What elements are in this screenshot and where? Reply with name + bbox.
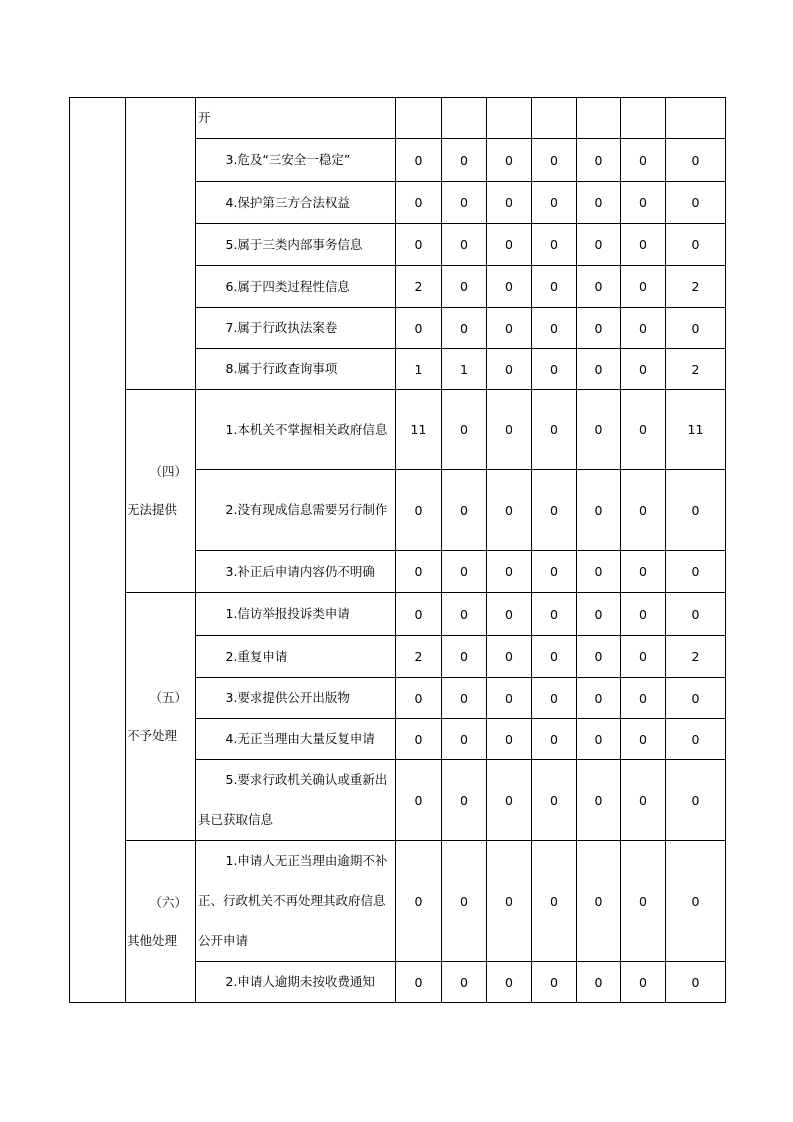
item-label: 1.申请人无正当理由逾期不补正、行政机关不再处理其政府信息公开申请: [196, 841, 396, 962]
item-label: 1.本机关不掌握相关政府信息: [196, 390, 396, 470]
value-cell: 0: [577, 349, 621, 390]
value-cell: 0: [621, 962, 666, 1003]
value-cell: 0: [666, 182, 726, 224]
table-row: [70, 593, 726, 636]
value-cell: 0: [577, 266, 621, 308]
value-cell: 1: [442, 349, 487, 390]
value-cell: 0: [442, 962, 487, 1003]
value-cell: 0: [666, 308, 726, 349]
value-cell: 0: [577, 962, 621, 1003]
value-cell: 0: [396, 308, 442, 349]
value-cell: 0: [577, 308, 621, 349]
value-cell: 0: [577, 390, 621, 470]
item-label: 开: [196, 98, 396, 139]
value-cell: 0: [487, 308, 532, 349]
value-cell: 0: [442, 470, 487, 551]
value-cell: 0: [442, 308, 487, 349]
value-cell: 0: [666, 678, 726, 719]
value-cell: 2: [396, 266, 442, 308]
value-cell: 0: [621, 470, 666, 551]
group-label: 不予处理: [127, 727, 178, 743]
item-label: 2.重复申请: [196, 636, 396, 678]
value-cell: 0: [487, 841, 532, 962]
item-label: 5.要求行政机关确认或重新出具已获取信息: [196, 760, 396, 841]
value-cell: 0: [487, 349, 532, 390]
item-label: 2.没有现成信息需要另行制作: [196, 470, 396, 551]
value-cell: 0: [621, 349, 666, 390]
statistics-table: [69, 97, 726, 1003]
value-cell: 0: [532, 349, 577, 390]
value-cell: 0: [396, 678, 442, 719]
value-cell: 0: [666, 841, 726, 962]
value-cell: 0: [487, 390, 532, 470]
value-cell: 0: [487, 224, 532, 266]
value-cell: 0: [442, 593, 487, 636]
table-row: [70, 841, 726, 962]
value-cell: [396, 98, 442, 139]
value-cell: 0: [487, 719, 532, 760]
value-cell: 2: [666, 349, 726, 390]
value-cell: 0: [666, 719, 726, 760]
value-cell: 0: [621, 593, 666, 636]
value-cell: 0: [487, 182, 532, 224]
value-cell: 0: [621, 139, 666, 182]
value-cell: 0: [532, 760, 577, 841]
value-cell: 2: [666, 266, 726, 308]
item-label: 3.补正后申请内容仍不明确: [196, 551, 396, 593]
value-cell: 0: [532, 551, 577, 593]
value-cell: 0: [577, 841, 621, 962]
value-cell: 2: [396, 636, 442, 678]
value-cell: [621, 98, 666, 139]
item-label: 8.属于行政查询事项: [196, 349, 396, 390]
value-cell: 0: [532, 841, 577, 962]
value-cell: 0: [487, 593, 532, 636]
value-cell: 0: [442, 760, 487, 841]
group-number: （六）: [149, 894, 187, 910]
value-cell: 0: [532, 678, 577, 719]
value-cell: 0: [487, 678, 532, 719]
value-cell: 0: [442, 139, 487, 182]
value-cell: 0: [442, 266, 487, 308]
value-cell: 0: [532, 308, 577, 349]
value-cell: [442, 98, 487, 139]
value-cell: 0: [666, 139, 726, 182]
item-label: 4.保护第三方合法权益: [196, 182, 396, 224]
value-cell: 0: [396, 551, 442, 593]
value-cell: 0: [396, 962, 442, 1003]
value-cell: 0: [532, 470, 577, 551]
value-cell: 0: [577, 678, 621, 719]
value-cell: 0: [532, 224, 577, 266]
value-cell: 0: [621, 224, 666, 266]
value-cell: 0: [621, 308, 666, 349]
group-number: （五）: [149, 689, 187, 705]
value-cell: 0: [487, 760, 532, 841]
value-cell: [487, 98, 532, 139]
value-cell: 0: [487, 551, 532, 593]
value-cell: 0: [396, 593, 442, 636]
value-cell: 0: [442, 551, 487, 593]
value-cell: 0: [621, 266, 666, 308]
group-label: 无法提供: [127, 502, 178, 517]
value-cell: 0: [577, 593, 621, 636]
value-cell: 0: [577, 551, 621, 593]
group-heading: [126, 390, 196, 593]
value-cell: 0: [396, 760, 442, 841]
item-label: 1.信访举报投诉类申请: [196, 593, 396, 636]
value-cell: 0: [532, 390, 577, 470]
value-cell: 0: [396, 719, 442, 760]
value-cell: 0: [532, 139, 577, 182]
value-cell: 0: [442, 182, 487, 224]
value-cell: 0: [532, 636, 577, 678]
value-cell: [666, 98, 726, 139]
value-cell: 0: [442, 719, 487, 760]
value-cell: [532, 98, 577, 139]
value-cell: 0: [621, 678, 666, 719]
item-label: 7.属于行政执法案卷: [196, 308, 396, 349]
item-label: 4.无正当理由大量反复申请: [196, 719, 396, 760]
item-label: 3.危及“三安全一稳定”: [196, 139, 396, 182]
value-cell: 0: [666, 760, 726, 841]
item-label: 6.属于四类过程性信息: [196, 266, 396, 308]
value-cell: 0: [666, 551, 726, 593]
value-cell: 0: [487, 962, 532, 1003]
value-cell: 0: [487, 266, 532, 308]
value-cell: 0: [621, 719, 666, 760]
value-cell: 0: [532, 593, 577, 636]
group-number: （四）: [149, 464, 187, 479]
value-cell: 0: [442, 678, 487, 719]
value-cell: 0: [577, 224, 621, 266]
value-cell: 0: [666, 593, 726, 636]
value-cell: 0: [487, 139, 532, 182]
value-cell: 0: [532, 962, 577, 1003]
value-cell: 11: [666, 390, 726, 470]
value-cell: 0: [577, 636, 621, 678]
category-cell: [70, 98, 126, 1003]
value-cell: 0: [621, 760, 666, 841]
value-cell: 0: [621, 182, 666, 224]
value-cell: 0: [666, 224, 726, 266]
value-cell: 0: [396, 470, 442, 551]
value-cell: 0: [621, 551, 666, 593]
group-cell: [126, 98, 196, 390]
item-label: 3.要求提供公开出版物: [196, 678, 396, 719]
value-cell: 0: [442, 636, 487, 678]
value-cell: 0: [666, 470, 726, 551]
value-cell: 0: [577, 139, 621, 182]
value-cell: 0: [532, 182, 577, 224]
group-label: 其他处理: [127, 932, 178, 948]
value-cell: 0: [487, 470, 532, 551]
value-cell: 0: [621, 636, 666, 678]
item-label: 5.属于三类内部事务信息: [196, 224, 396, 266]
item-label: 2.申请人逾期未按收费通知: [196, 962, 396, 1003]
value-cell: [577, 98, 621, 139]
table-row: [70, 390, 726, 470]
group-heading: [126, 841, 196, 1003]
value-cell: 0: [666, 962, 726, 1003]
group-heading: [126, 593, 196, 841]
value-cell: 11: [396, 390, 442, 470]
value-cell: 0: [577, 182, 621, 224]
table-row: [70, 98, 726, 139]
value-cell: 0: [442, 390, 487, 470]
value-cell: 0: [442, 224, 487, 266]
value-cell: 0: [396, 841, 442, 962]
value-cell: 0: [442, 841, 487, 962]
value-cell: 0: [577, 760, 621, 841]
value-cell: 0: [621, 390, 666, 470]
value-cell: 0: [577, 470, 621, 551]
value-cell: 0: [487, 636, 532, 678]
value-cell: 0: [396, 182, 442, 224]
value-cell: 0: [532, 719, 577, 760]
value-cell: 1: [396, 349, 442, 390]
value-cell: 2: [666, 636, 726, 678]
value-cell: 0: [396, 139, 442, 182]
value-cell: 0: [621, 841, 666, 962]
value-cell: 0: [532, 266, 577, 308]
value-cell: 0: [396, 224, 442, 266]
value-cell: 0: [577, 719, 621, 760]
